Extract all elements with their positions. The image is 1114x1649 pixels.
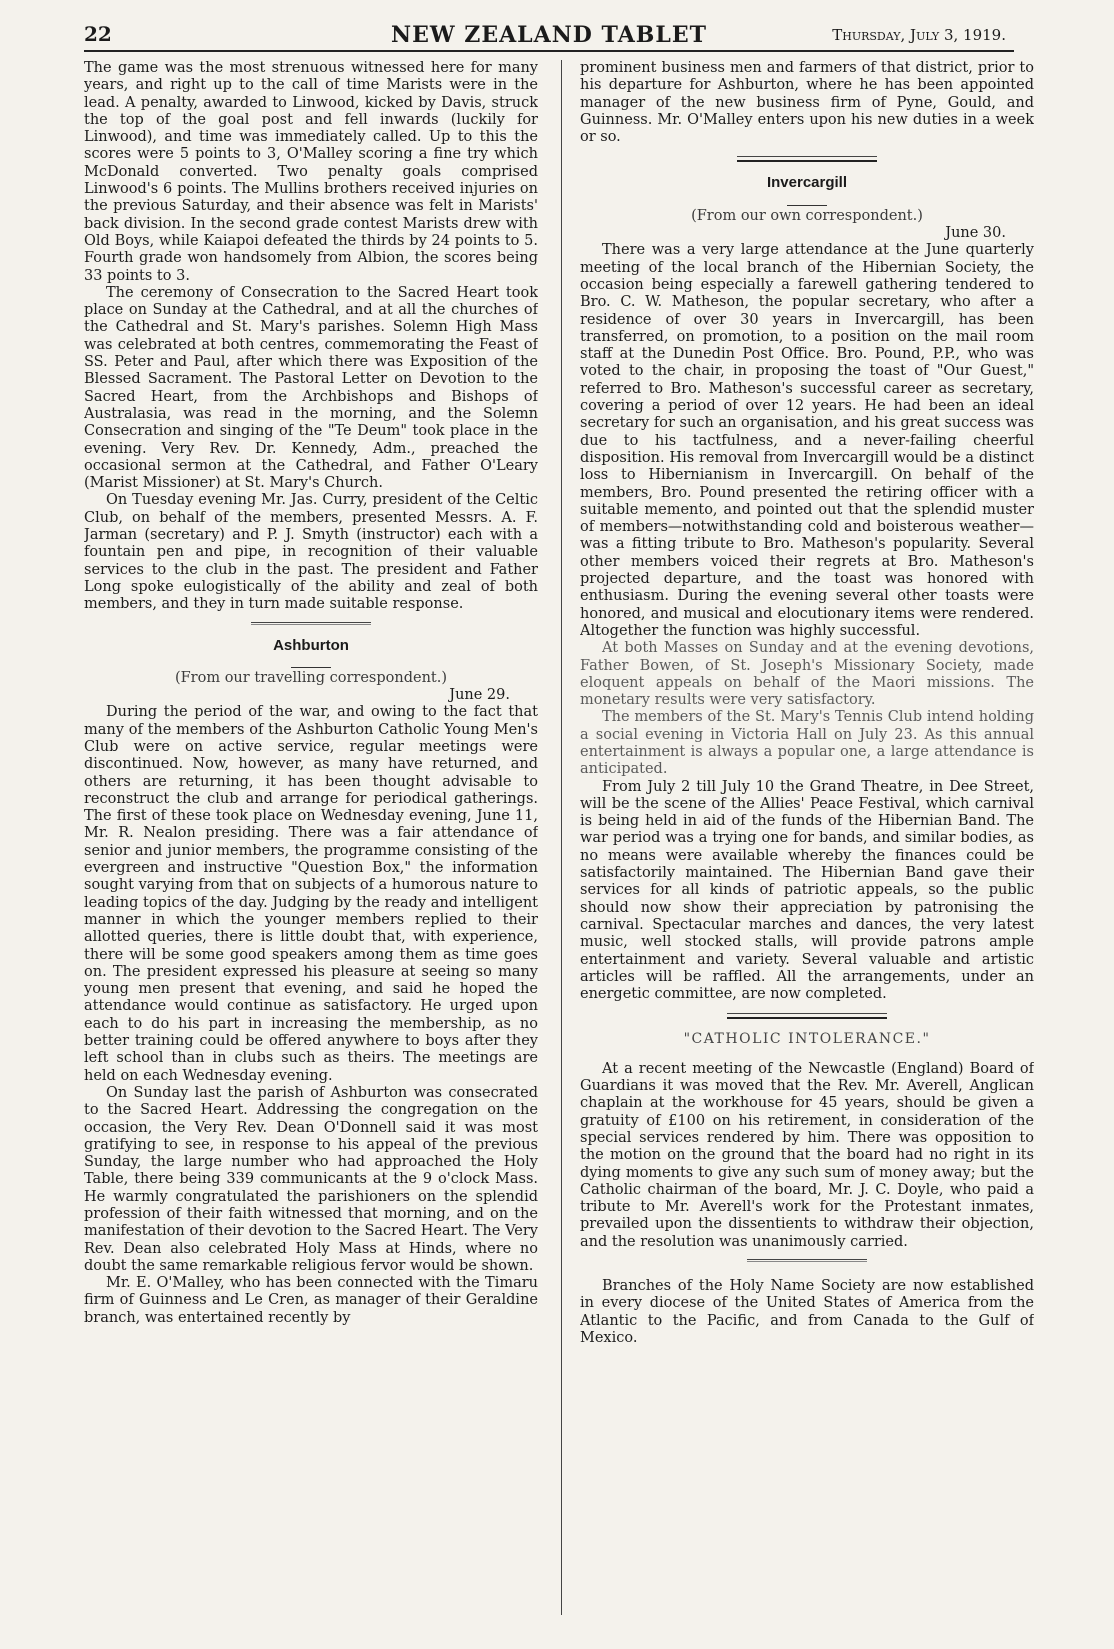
article-paragraph: The ceremony of Consecration to the Sacred Heart took place on Sunday at the Cathedral, and at all the churches of the Cathedral and St. Mary's parishes. Solemn High Mass was celebrated at both centres, commemorating the Feast of SS. Peter and Paul, after which there was Exposition of the Blessed Sacrament. The Pastoral Letter on Devotion to the Sacred Heart, from the Archbishops and Bishops of Australasia, was read in the morning, and the Solemn Consecration and singing of the "Te Deum" took place in the evening. Very Rev. Dr. Kennedy, Adm., preached the occasional sermon at the Cathedral, and Father O'Leary (Marist Missioner) at St. Mary's Church. <box>84 284 538 492</box>
section-rule <box>747 1259 867 1262</box>
article-paragraph: The game was the most strenuous witnessed here for many years, and right up to the call of time Marists were in the lead. A penalty, awarded to Linwood, kicked by Davis, struck the top of the goal post and fell inwards (luckily for Linwood), and time was immediately called. Up to this the scores were 5 points to 3, O'Malley scoring a fine try which McDonald converted. Two penalty goals comprised Linwood's 6 points. The Mullins brothers received injuries on the previous Saturday, and their absence was felt in Marists' back division. In the second grade contest Marists drew with Old Boys, while Kaiapoi defeated the thirds by 24 points to 5. Fourth grade won handsomely from Albion, the scores being 33 points to 3. <box>84 60 538 284</box>
page-number: 22 <box>84 22 112 46</box>
issue-date: Thursday, July 3, 1919. <box>832 26 1006 44</box>
section-rule <box>251 622 371 625</box>
correspondent-line: (From our own correspondent.) <box>691 207 923 224</box>
article-paragraph: On Tuesday evening Mr. Jas. Curry, president of the Celtic Club, on behalf of the members, presented Messrs. A. F. Jarman (secretary) and P. J. Smyth (instructor) each with a fountain pen and pipe, in recognition of their valuable services to the club in the past. The president and Father Long spoke eulogistically of the ability and zeal of both members, and they in turn made suitable response. <box>84 492 538 613</box>
article-paragraph: prominent business men and farmers of that district, prior to his departure for Ashburton, where he has been appointed manager of the new business firm of Pyne, Gould, and Guinness. Mr. O'Malley enters upon his new duties in a week or so. <box>580 60 1034 146</box>
article-paragraph: During the period of the war, and owing to the fact that many of the members of the Ashburton Catholic Young Men's Club were on active service, regular meetings were discontinued. Now, however, as many have returned, and others are returning, it has been thought advisable to reconstruct the club and arrange for periodical gatherings. The first of these took place on Wednesday evening, June 11, Mr. R. Nealon presiding. There was a fair attendance of senior and junior members, the programme consisting of the evergreen and instructive "Question Box," the information sought varying from that on subjects of a humorous nature to leading topics of the day. Judging by the ready and intelligent manner in which the younger members replied to their allotted queries, there is little doubt that, with experience, there will be some good speakers among them as time goes on. The president expressed his pleasure at seeing so many young men present that evening, and said he hoped the attendance would continue as satisfactory. He urged upon each to do his part in increasing the membership, as no better training could be offered anywhere to boys after they left school than in clubs such as theirs. The meetings are held on each Wednesday evening. <box>84 704 538 1084</box>
masthead: NEW ZEALAND TABLET <box>391 22 707 48</box>
section-title-intolerance: "CATHOLIC INTOLERANCE." <box>683 1031 931 1048</box>
title-underline <box>580 194 1034 198</box>
dateline: June 30. <box>945 225 1006 242</box>
article-paragraph: Branches of the Holy Name Society are now established in every diocese of the United States of America from the Atlantic to the Pacific, and from Canada to the Gulf of Mexico. <box>580 1278 1034 1346</box>
column-divider <box>561 60 562 1615</box>
section-title-invercargill: Invercargill <box>766 174 848 192</box>
article-paragraph: There was a very large attendance at the June quarterly meeting of the local branch of the Hibernian Society, the occasion being especially a farewell gathering tendered to Bro. C. W. Matheson, the popular secretary, who after a residence of over 30 years in Invercargill, has been transferred, on promotion, to a position on the mail room staff at the Dunedin Post Office. Bro. Pound, P.P., who was voted to the chair, in proposing the toast of "Our Guest," referred to Bro. Matheson's successful career as secretary, covering a period of over 12 years. He had been an ideal secretary for such an organisation, and his great success was due to his tactfulness, and a never-failing cheerful disposition. His removal from Invercargill would be a distinct loss to Hibernianism in Invercargill. On behalf of the members, Bro. Pound presented the retiring officer with a suitable memento, and pointed out that the splendid muster of members—notwithstanding cold and boisterous weather—was a fitting tribute to Bro. Matheson's popularity. Several other members voiced their regrets at Bro. Matheson's projected departure, and the toast was honored with enthusiasm. During the evening several other toasts were honored, and musical and elocutionary items were rendered. Altogether the function was highly successful. <box>580 242 1034 639</box>
article-paragraph: Mr. E. O'Malley, who has been connected with the Timaru firm of Guinness and Le Cren, as manager of their Geraldine branch, was entertained recently by <box>84 1275 538 1326</box>
article-paragraph: The members of the St. Mary's Tennis Club intend holding a social evening in Victoria Hall on July 23. As this annual entertainment is always a popular one, a large attendance is anticipated. <box>580 709 1034 778</box>
section-rule <box>737 156 877 162</box>
section-title-ashburton: Ashburton <box>273 636 349 654</box>
dateline: June 29. <box>449 687 510 704</box>
page-header <box>84 22 1014 52</box>
article-paragraph: On Sunday last the parish of Ashburton was consecrated to the Sacred Heart. Addressing the congregation on the occasion, the Very Rev. Dean O'Donnell said it was most gratifying to see, in response to his appeal of the previous Sunday, the large number who had approached the Holy Table, there being 339 communicants at the 9 o'clock Mass. He warmly congratulated the parishioners on the splendid profession of their faith witnessed that morning, and on the manifestation of their devotion to the Sacred Heart. The Very Rev. Dean also celebrated Holy Mass at Hinds, where no doubt the same remarkable religious fervor would be shown. <box>84 1084 538 1274</box>
article-paragraph: At a recent meeting of the Newcastle (England) Board of Guardians it was moved that the Rev. Mr. Averell, Anglican chaplain at the workhouse for 45 years, should be given a gratuity of £100 on his retirement, in consideration of the special services rendered by him. There was opposition to the motion on the ground that the board had no right in its dying moments to give any such sum of money away; but the Catholic chairman of the board, Mr. J. C. Doyle, who paid a tribute to Mr. Averell's work for the Protestant inmates, prevailed upon the dissentients to withdraw their objection, and the resolution was unanimously carried. <box>580 1060 1034 1250</box>
left-column <box>84 60 538 1620</box>
article-paragraph: At both Masses on Sunday and at the evening devotions, Father Bowen, of St. Joseph's Missionary Society, made eloquent appeals on behalf of the Maori missions. The monetary results were very satisfactory. <box>580 640 1034 709</box>
title-underline <box>84 656 538 660</box>
correspondent-line: (From our travelling correspondent.) <box>174 669 448 686</box>
right-column <box>580 60 1034 1620</box>
article-paragraph: From July 2 till July 10 the Grand Theatre, in Dee Street, will be the scene of the Allies' Peace Festival, which carnival is being held in aid of the funds of the Hibernian Band. The war period was a trying one for bands, and similar bodies, as no means were available whereby the finances could be satisfactorily maintained. The Hibernian Band gave their services for all kinds of patriotic appeals, so the public should now show their appreciation by patronising the carnival. Spectacular marches and dances, the very latest music, well stocked stalls, will provide patrons ample entertainment and variety. Several valuable and artistic articles will be raffled. All the arrangements, under an energetic committee, are now completed. <box>580 778 1034 1003</box>
section-rule <box>727 1013 887 1019</box>
